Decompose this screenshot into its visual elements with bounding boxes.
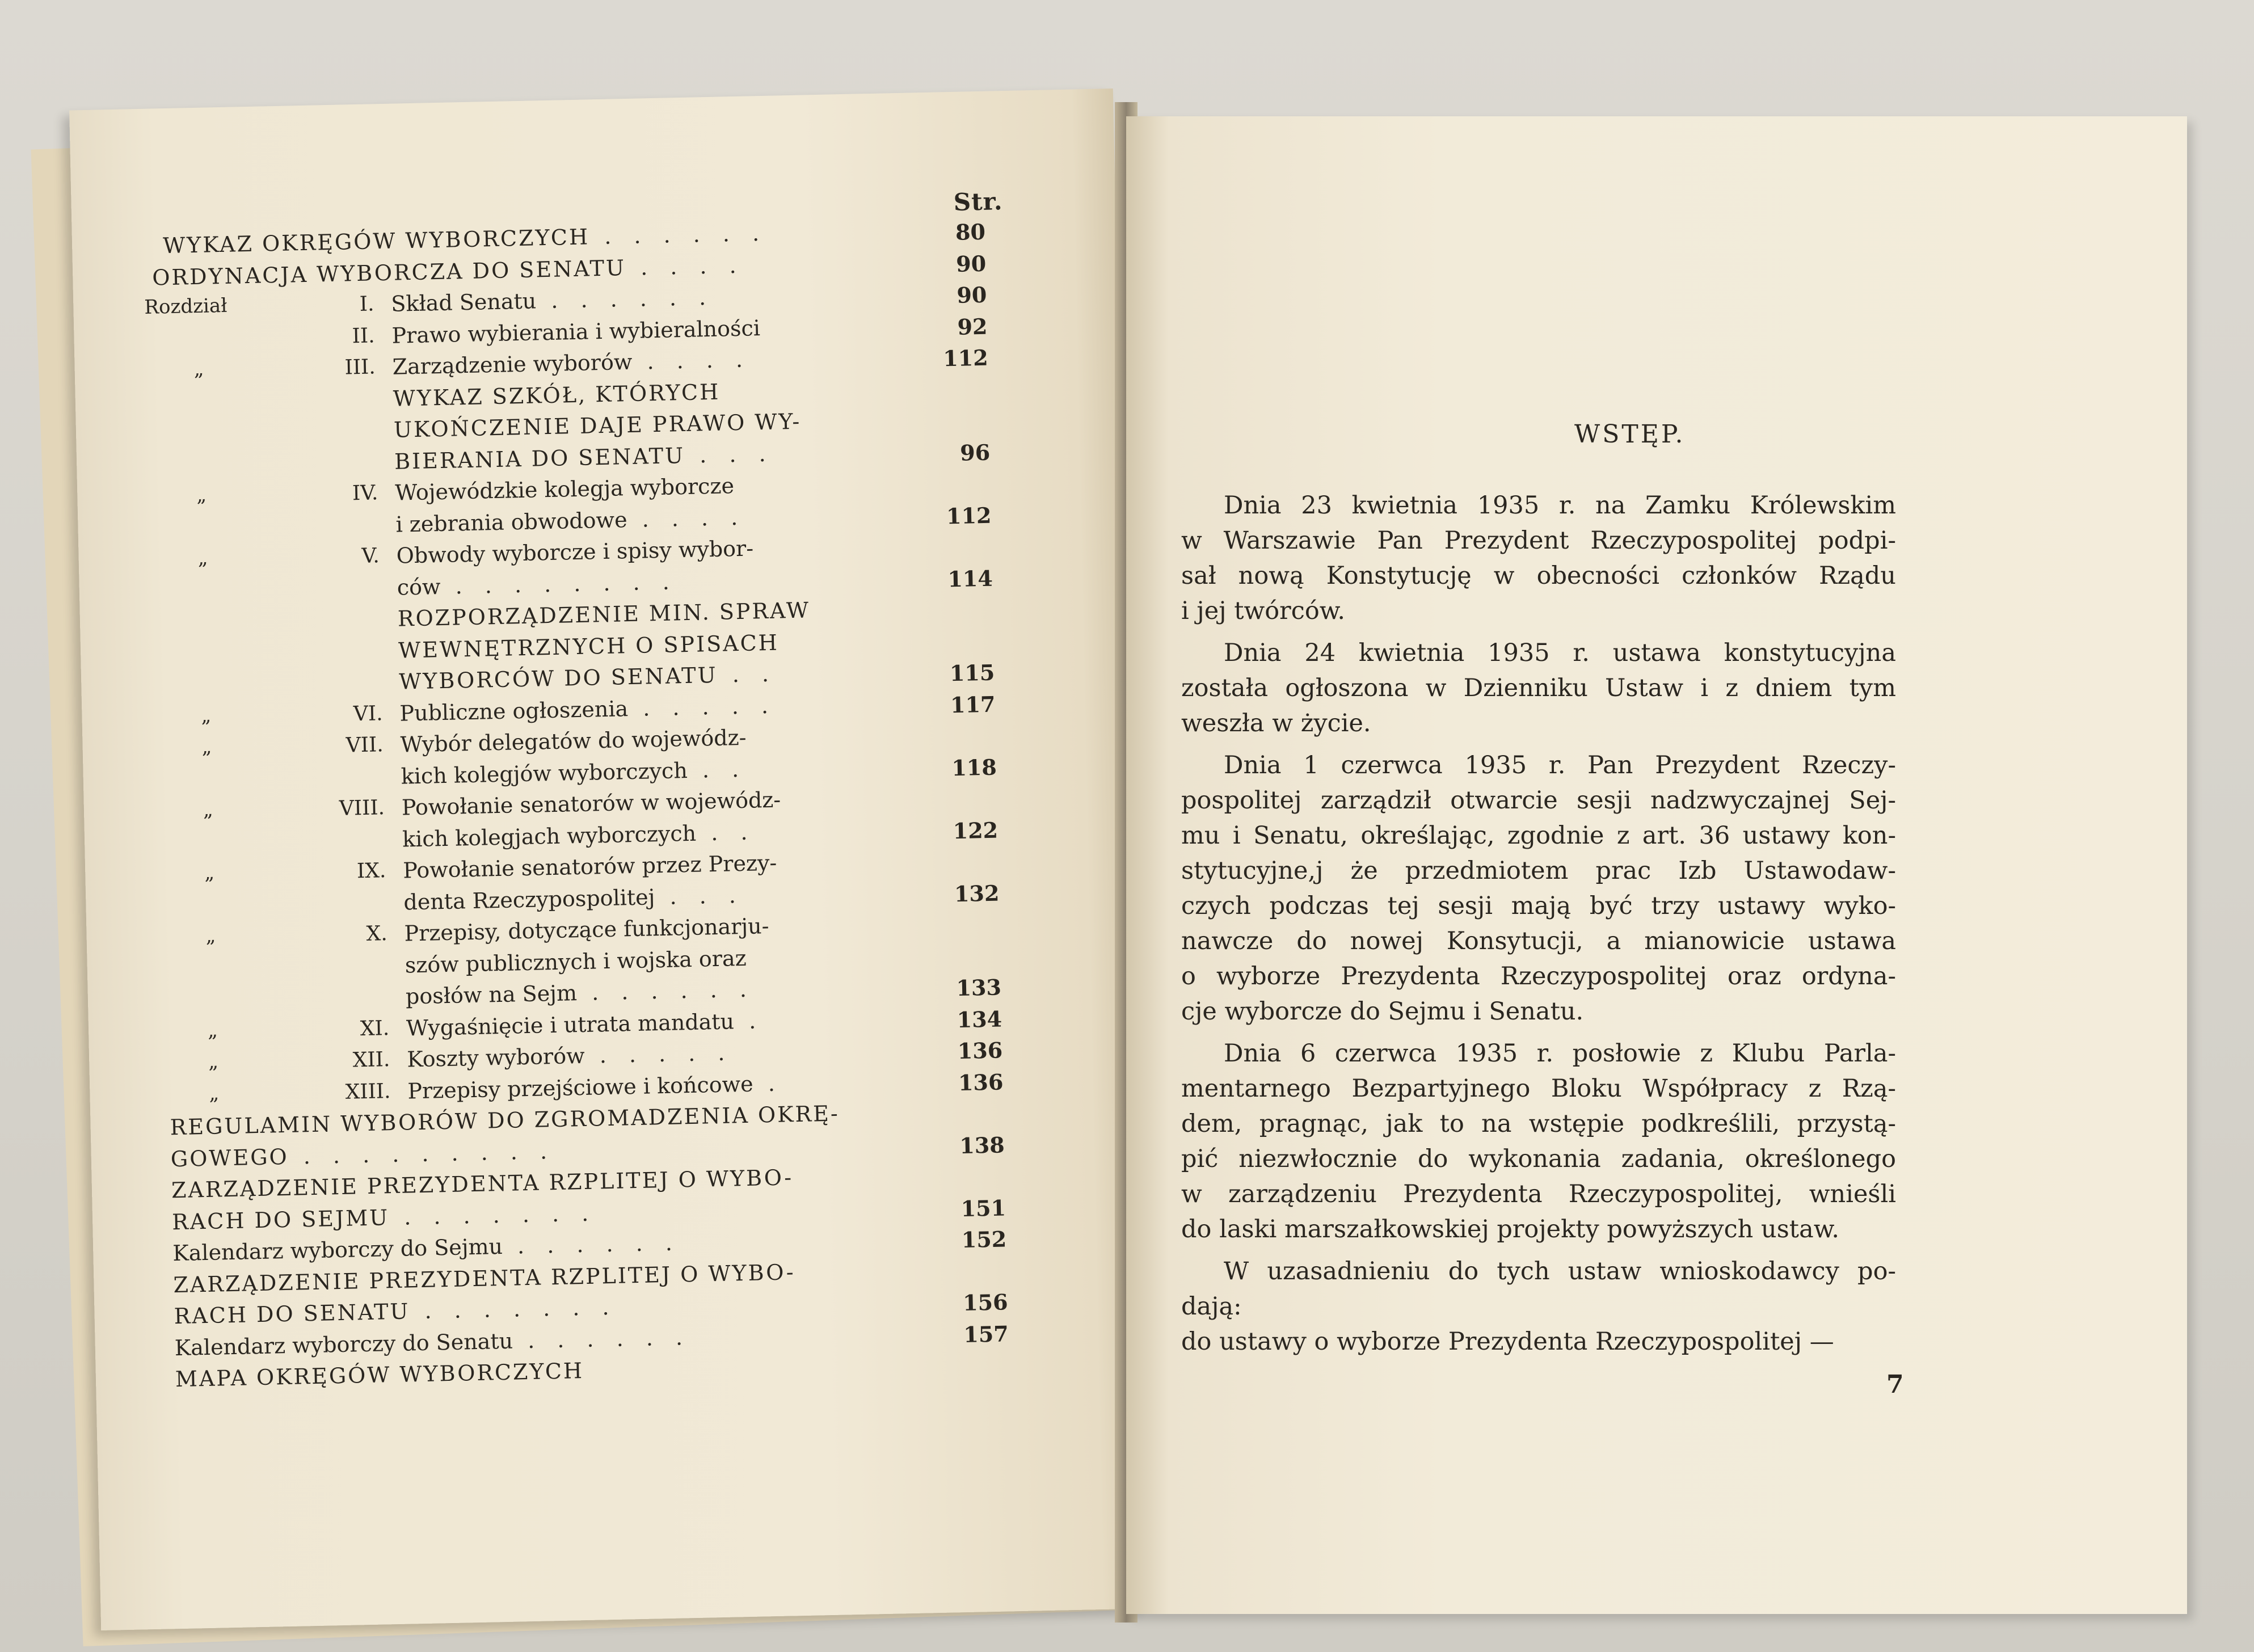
toc-label: WYKAZ SZKÓŁ, KTÓRYCH	[393, 379, 721, 411]
toc-page-number: 136	[957, 1037, 1003, 1064]
toc-page-number: 133	[956, 974, 1002, 1001]
toc-leader-dots: . . . .	[627, 504, 746, 532]
toc-page-number: 156	[962, 1289, 1008, 1316]
toc-mark: „	[205, 924, 216, 947]
toc-label: i zebrania obwodowe	[395, 507, 627, 537]
toc-leader-dots: . . .	[684, 441, 774, 468]
toc-mark: „	[201, 735, 212, 758]
toc-label: Obwody wyborcze i spisy wybor-	[396, 536, 754, 568]
toc-label: Prawo wybierania i wybieralności	[391, 315, 761, 348]
toc-page-number: 115	[949, 659, 995, 686]
chapter-number: II.	[352, 323, 375, 348]
toc-label: Kalendarz wyborczy do Sejmu	[172, 1234, 503, 1266]
toc-leader-dots: . . . .	[625, 252, 745, 280]
toc-leader-dots: . . . . . . . . .	[288, 1138, 555, 1169]
toc-label: UKOŃCZENIE DAJE PRAWO WY-	[393, 408, 802, 442]
toc-mark: „	[207, 1018, 218, 1042]
text-line: cje wyborcze do Sejmu i Senatu.	[1181, 997, 1584, 1026]
text-line: o wyborze Prezydenta Rzeczypospolitej oraz ordyna-	[1181, 962, 1896, 991]
toc-page-number: 114	[947, 565, 993, 592]
toc-page-number: 90	[956, 281, 987, 308]
toc-label: ZARZĄDZENIE PREZYDENTA RZPLITEJ O WYBO-	[173, 1259, 796, 1297]
text-line: czych podczas tej sesji mają być trzy ustawy wyko-	[1181, 892, 1896, 920]
toc-page-number: 157	[963, 1320, 1009, 1347]
toc-label: Wojewódzkie kolegja wyborcze	[394, 473, 735, 505]
toc-page-number: 132	[954, 880, 1000, 907]
text-line: dem, pragnąc, jak to na wstępie podkreślili, przystą-	[1181, 1110, 1896, 1138]
chapter-number: IX.	[356, 859, 386, 883]
chapter-number: XII.	[352, 1048, 390, 1072]
toc-page-number: 151	[960, 1194, 1006, 1221]
toc-page-number: 112	[942, 344, 989, 372]
text-line: mu i Senatu, określając, zgodnie z art. 36 ustawy kon-	[1181, 821, 1896, 850]
toc-leader-dots: . .	[696, 819, 756, 846]
toc-label: ORDYNACJA WYBORCZA DO SENATU	[151, 255, 626, 290]
left-page	[69, 88, 1145, 1630]
chapter-title: WSTĘP.	[1574, 420, 1686, 449]
text-line: dają:	[1181, 1292, 1242, 1321]
toc-label: Przepisy przejściowe i końcowe	[407, 1071, 754, 1103]
page-column-header: Str.	[953, 187, 1004, 216]
text-line: w Warszawie Pan Prezydent Rzeczypospolitej podpi-	[1181, 526, 1896, 555]
chapter-number: III.	[344, 355, 376, 380]
toc-label: posłów na Sejm	[405, 980, 578, 1009]
text-line: i jej twórców.	[1181, 597, 1346, 625]
toc-page-number: 117	[950, 691, 996, 718]
toc-page-number: 138	[959, 1131, 1005, 1158]
text-line: weszła w życie.	[1181, 709, 1371, 738]
toc-label: Wygaśnięcie i utrata mandatu	[406, 1008, 735, 1040]
toc-leader-dots: . . . . .	[584, 1040, 733, 1068]
toc-mark: „	[203, 798, 214, 821]
toc-page-number: 118	[951, 754, 997, 781]
text-line: w zarządzeniu Prezydenta Rzeczypospolitej, wnieśli	[1181, 1180, 1896, 1208]
toc-mark: „	[208, 1050, 219, 1073]
chapter-number: VII.	[346, 733, 384, 757]
chapter-number: XI.	[360, 1016, 390, 1040]
toc-mark: „	[197, 546, 208, 570]
text-line: pić niezwłocznie do wykonania zadania, określonego	[1181, 1145, 1896, 1173]
toc-leader-dots: . . . . . .	[502, 1230, 681, 1259]
text-line: stytucyjne,j że przedmiotem prac Izb Ustawodaw-	[1181, 857, 1896, 885]
toc-label: Koszty wyborów	[406, 1043, 585, 1072]
chapter-number: IV.	[352, 481, 378, 505]
toc-mark: „	[204, 861, 215, 884]
toc-page-number: 136	[958, 1068, 1004, 1095]
text-line: Dnia 1 czerwca 1935 r. Pan Prezydent Rzeczy-	[1224, 751, 1896, 779]
toc-label: Skład Senatu	[390, 288, 537, 317]
toc-label: Zarządzenie wyborów	[392, 349, 633, 380]
toc-label: MAPA OKRĘGÓW WYBORCZYCH	[175, 1358, 584, 1392]
text-line: Dnia 6 czerwca 1935 r. posłowie z Klubu Parla-	[1224, 1039, 1896, 1068]
toc-label: ZARZĄDZENIE PREZYDENTA RZPLITEJ O WYBO-	[171, 1165, 794, 1203]
toc-page-number: 92	[957, 313, 988, 340]
toc-entry	[391, 282, 714, 319]
text-line: nawcze do nowej Konsytucji, a mianowicie ustawa	[1181, 927, 1896, 955]
toc-mark: „	[196, 483, 207, 507]
paragraph	[1181, 635, 1896, 741]
toc-page-number: 152	[961, 1226, 1007, 1253]
toc-entry	[397, 566, 677, 602]
toc-label: Powołanie senatorów w wojewódz-	[401, 787, 781, 820]
text-line: pospolitej zarządził otwarcie sesji nadzwyczajnej Sej-	[1181, 786, 1896, 815]
toc-leader-dots: . . . . . .	[536, 284, 714, 314]
toc-page-number: 90	[955, 250, 987, 277]
toc-entry	[393, 376, 720, 414]
right-page	[1126, 116, 2187, 1614]
chapter-number: I.	[359, 292, 374, 316]
toc-mark: „	[201, 704, 212, 727]
toc-mark: Rozdział	[144, 294, 227, 319]
chapter-number: V.	[361, 544, 380, 568]
toc-leader-dots: . . .	[654, 882, 744, 909]
toc-label: WYBORCÓW DO SENATU	[398, 662, 718, 694]
text-line: W uzasadnieniu do tych ustaw wnioskodawcy po-	[1224, 1257, 1896, 1286]
toc-label: kich kolegjach wyborczych	[402, 820, 697, 852]
toc-mark: „	[193, 357, 204, 381]
text-line: do laski marszałkowskiej projekty powyższych ustaw.	[1181, 1215, 1840, 1244]
toc-mark: „	[209, 1081, 220, 1105]
toc-page-number: 122	[953, 817, 998, 844]
toc-label: Przepisy, dotyczące funkcjonarju-	[404, 913, 769, 946]
chapter-number: XIII.	[345, 1079, 391, 1104]
toc-leader-dots: .	[734, 1008, 764, 1034]
toc-leader-dots: . . . . . .	[512, 1324, 691, 1354]
toc-entry	[396, 533, 753, 571]
toc-label: ROZPORZĄDZENIE MIN. SPRAW	[397, 597, 811, 631]
paragraph	[1181, 1036, 1896, 1247]
chapter-number: VI.	[353, 701, 383, 726]
text-line: do ustawy o wyborze Prezydenta Rzeczypospolitej —	[1181, 1328, 1834, 1356]
toc-label: Powołanie senatorów przez Prezy-	[402, 850, 777, 883]
toc-entry	[407, 1037, 733, 1074]
text-line: Dnia 23 kwietnia 1935 r. na Zamku Królewskim	[1224, 491, 1896, 520]
paragraph	[1181, 488, 1896, 629]
toc-leader-dots: . . . . . . .	[409, 1294, 617, 1324]
toc-leader-dots: . . . . . . .	[389, 1200, 597, 1230]
toc-leader-dots: . . . . .	[627, 693, 777, 721]
toc-label: REGULAMIN WYBORÓW DO ZGROMADZENIA OKRĘ-	[170, 1101, 840, 1140]
toc-label: szów publicznych i wojska oraz	[405, 945, 747, 977]
toc-page-number: 96	[959, 439, 991, 466]
paragraph	[1181, 748, 1896, 1029]
toc-leader-dots: . . . . . .	[589, 220, 768, 250]
toc-label: Wybór delegatów do wojewódz-	[400, 724, 747, 757]
toc-page-number: 80	[955, 218, 986, 245]
toc-leader-dots: . . . . . . . .	[440, 568, 678, 599]
toc-label: WEWNĘTRZNYCH O SPISACH	[398, 630, 780, 663]
toc-leader-dots: . .	[717, 661, 777, 688]
toc-label: WYKAZ OKRĘGÓW WYBORCZYCH	[162, 224, 590, 259]
toc-label: RACH DO SENATU	[174, 1299, 410, 1329]
toc-label: GOWEGO	[170, 1144, 289, 1171]
text-line: sał nową Konstytucję w obecności członków Rządu	[1181, 562, 1896, 590]
text-line: Dnia 24 kwietnia 1935 r. ustawa konstytucyjna	[1224, 639, 1896, 667]
toc-label: RACH DO SEJMU	[171, 1204, 390, 1234]
toc-leader-dots: . . . . . .	[576, 976, 755, 1006]
page-number: 7	[1886, 1370, 1904, 1399]
toc-label: Kalendarz wyborczy do Senatu	[174, 1328, 513, 1360]
toc-label: Publiczne ogłoszenia	[399, 696, 629, 726]
toc-label: denta Rzeczypospolitej	[403, 884, 655, 915]
chapter-number: X.	[366, 922, 388, 946]
chapter-number: VIII.	[339, 796, 385, 820]
toc-label: kich kolegjów wyborczych	[401, 757, 688, 789]
toc-leader-dots: . . . .	[631, 347, 751, 374]
toc-leader-dots: .	[753, 1071, 783, 1097]
table-of-contents	[69, 88, 1145, 1630]
toc-label: ców	[397, 574, 441, 600]
toc-label: BIERANIA DO SENATU	[394, 442, 685, 474]
paragraph	[1181, 1254, 1896, 1359]
toc-page-number: 134	[957, 1005, 1002, 1032]
toc-leader-dots: . .	[687, 756, 747, 783]
text-line: mentarnego Bezpartyjnego Bloku Współpracy z Rzą-	[1181, 1074, 1896, 1103]
text-line: została ogłoszona w Dzienniku Ustaw i z dniem tym	[1181, 674, 1896, 702]
toc-page-number: 112	[946, 502, 992, 529]
